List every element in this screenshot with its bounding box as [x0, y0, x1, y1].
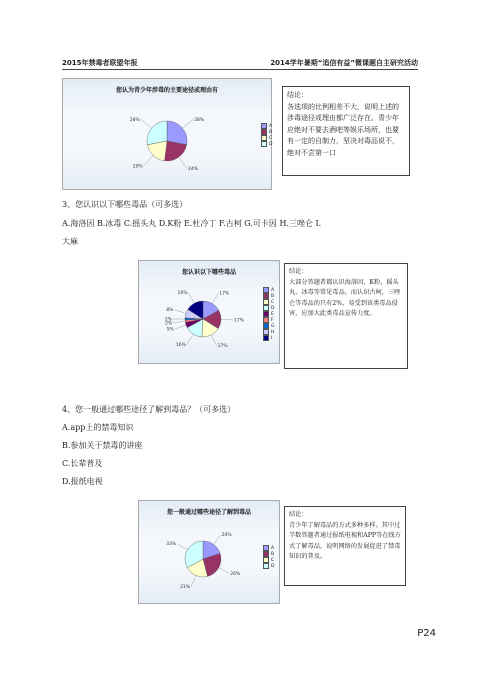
- pie-leader-line: [175, 325, 186, 329]
- legend-swatch: [263, 335, 269, 341]
- pie-leader-line: [174, 310, 185, 314]
- legend-swatch: [261, 141, 267, 147]
- pie-leader-line: [189, 293, 195, 304]
- pie-data-label: 20%: [221, 533, 232, 539]
- chart-3-title: 您一般通过哪些途径了解到毒品: [166, 509, 251, 516]
- pie-leader-line: [179, 157, 187, 168]
- legend-label: D: [271, 563, 275, 569]
- conclusion-2: 结论： 大部分答题者都认识海洛因，K粉，摇头丸，冰毒等常见毒品。而认识古柯，三唑仑等毒品的只有2%，易受到该类毒品侵害，应加大此类毒品宣传力度。: [284, 263, 408, 369]
- pie-leader-line: [187, 334, 193, 344]
- pie-leader-line: [211, 335, 216, 346]
- header-divider: [62, 69, 418, 70]
- legend-label: I: [271, 335, 273, 341]
- chart-1-pie: [63, 79, 271, 189]
- conclusion-3: 结论： 青少年了解毒品的方式多种多样。其中过半数答题者通过报纸电视和APP等在线方式了解毒品，说明网络的发展促进了禁毒知识的普及。: [284, 506, 406, 586]
- header-left: 2015年禁毒者联盟年报: [62, 59, 138, 67]
- q4-option-d: D.报纸电视: [62, 477, 103, 486]
- pie-leader-line: [182, 119, 193, 128]
- pie-data-label: 2%: [165, 321, 173, 327]
- pie-leader-line: [219, 568, 230, 574]
- legend-item-d: [261, 141, 272, 147]
- pie-slice-b: [164, 141, 186, 161]
- q4-title: 4、您一般通过哪些途径了解到毒品？（可多选）: [62, 405, 236, 414]
- legend-label: C: [271, 557, 275, 563]
- legend-label: A: [271, 545, 275, 551]
- pie-leader-line: [144, 156, 154, 166]
- legend-item-i: [263, 335, 275, 341]
- chart-3-pie: [139, 501, 279, 603]
- pie-data-label: 8%: [166, 308, 174, 314]
- legend-label: B: [271, 551, 275, 557]
- pie-leader-line: [141, 119, 152, 128]
- pie-data-label: 20%: [132, 164, 143, 170]
- legend-label: H: [271, 329, 275, 335]
- legend-swatch: [263, 563, 269, 569]
- pie-data-label: 17%: [233, 318, 245, 324]
- chart-2: [138, 260, 280, 364]
- legend-label: F: [271, 317, 274, 323]
- pie-data-label: 16%: [175, 342, 186, 348]
- q3-title: 3、您认识以下哪些毒品（可多选）: [62, 200, 188, 209]
- pie-data-label: 5%: [166, 327, 174, 333]
- chart-2-legend: [263, 287, 275, 341]
- chart-3: [138, 500, 280, 604]
- pie-leader-line: [214, 535, 221, 545]
- pie-data-label: 24%: [187, 167, 199, 173]
- legend-label: D: [271, 305, 275, 311]
- pie-data-label: 17%: [219, 291, 230, 297]
- q4-option-a: A.app上的禁毒知识: [62, 423, 134, 432]
- q3-options-line1: A.海洛因 B.冰毒 C.摇头丸 D.K粉 E.杜冷丁 F.古柯 G.可卡因 H.三唑仑 I.: [62, 219, 322, 228]
- pie-slice-d: [147, 121, 167, 145]
- pie-data-label: 26%: [230, 571, 241, 577]
- pie-data-label: 21%: [180, 585, 191, 591]
- q4-option-b: B.参加关于禁毒的讲座: [62, 441, 143, 450]
- legend-label: B: [269, 129, 273, 135]
- legend-label: C: [271, 299, 275, 305]
- header-right: 2014学年暑期“追信有益”微课题自主研究活动: [270, 59, 418, 67]
- legend-item-d: [263, 563, 274, 569]
- legend-label: G: [271, 323, 275, 329]
- legend-label: B: [271, 293, 275, 299]
- legend-label: A: [271, 287, 275, 293]
- pie-data-label: 2%: [164, 317, 172, 323]
- pie-leader-line: [173, 321, 185, 323]
- pie-data-label: 28%: [194, 117, 205, 123]
- chart-1-legend: [261, 123, 272, 147]
- pie-leader-line: [177, 544, 187, 550]
- legend-label: D: [269, 141, 273, 147]
- conclusion-1: 结论： 各选项的比例相差不大，说明上述的涉毒途径或理由都广泛存在。青少年应绝对不要去酒吧等娱乐场所，也要有一定的自制力，坚决对毒品说不，绝对不尝第一口: [282, 86, 410, 176]
- chart-2-title: 您认识以下哪些毒品: [181, 269, 236, 276]
- pie-data-label: 33%: [166, 542, 177, 548]
- pie-leader-line: [212, 293, 218, 303]
- pie-data-label: 17%: [217, 344, 228, 350]
- q4-option-c: C.长辈普及: [62, 459, 103, 468]
- legend-label: E: [271, 311, 274, 317]
- pie-leader-line: [191, 576, 196, 587]
- chart-2-pie: [139, 261, 279, 363]
- chart-1: [62, 78, 272, 190]
- pie-data-label: 28%: [129, 117, 140, 123]
- q3-options-line2: 大麻: [62, 237, 78, 246]
- chart-1-title: 您认为青少年涉毒的主要途径或理由有: [115, 87, 218, 94]
- legend-label: A: [269, 123, 273, 129]
- pie-data-label: 16%: [177, 291, 188, 297]
- chart-3-legend: [263, 545, 274, 569]
- pie-slice-a: [167, 121, 187, 145]
- page-number: P24: [417, 628, 436, 639]
- legend-label: C: [269, 135, 273, 141]
